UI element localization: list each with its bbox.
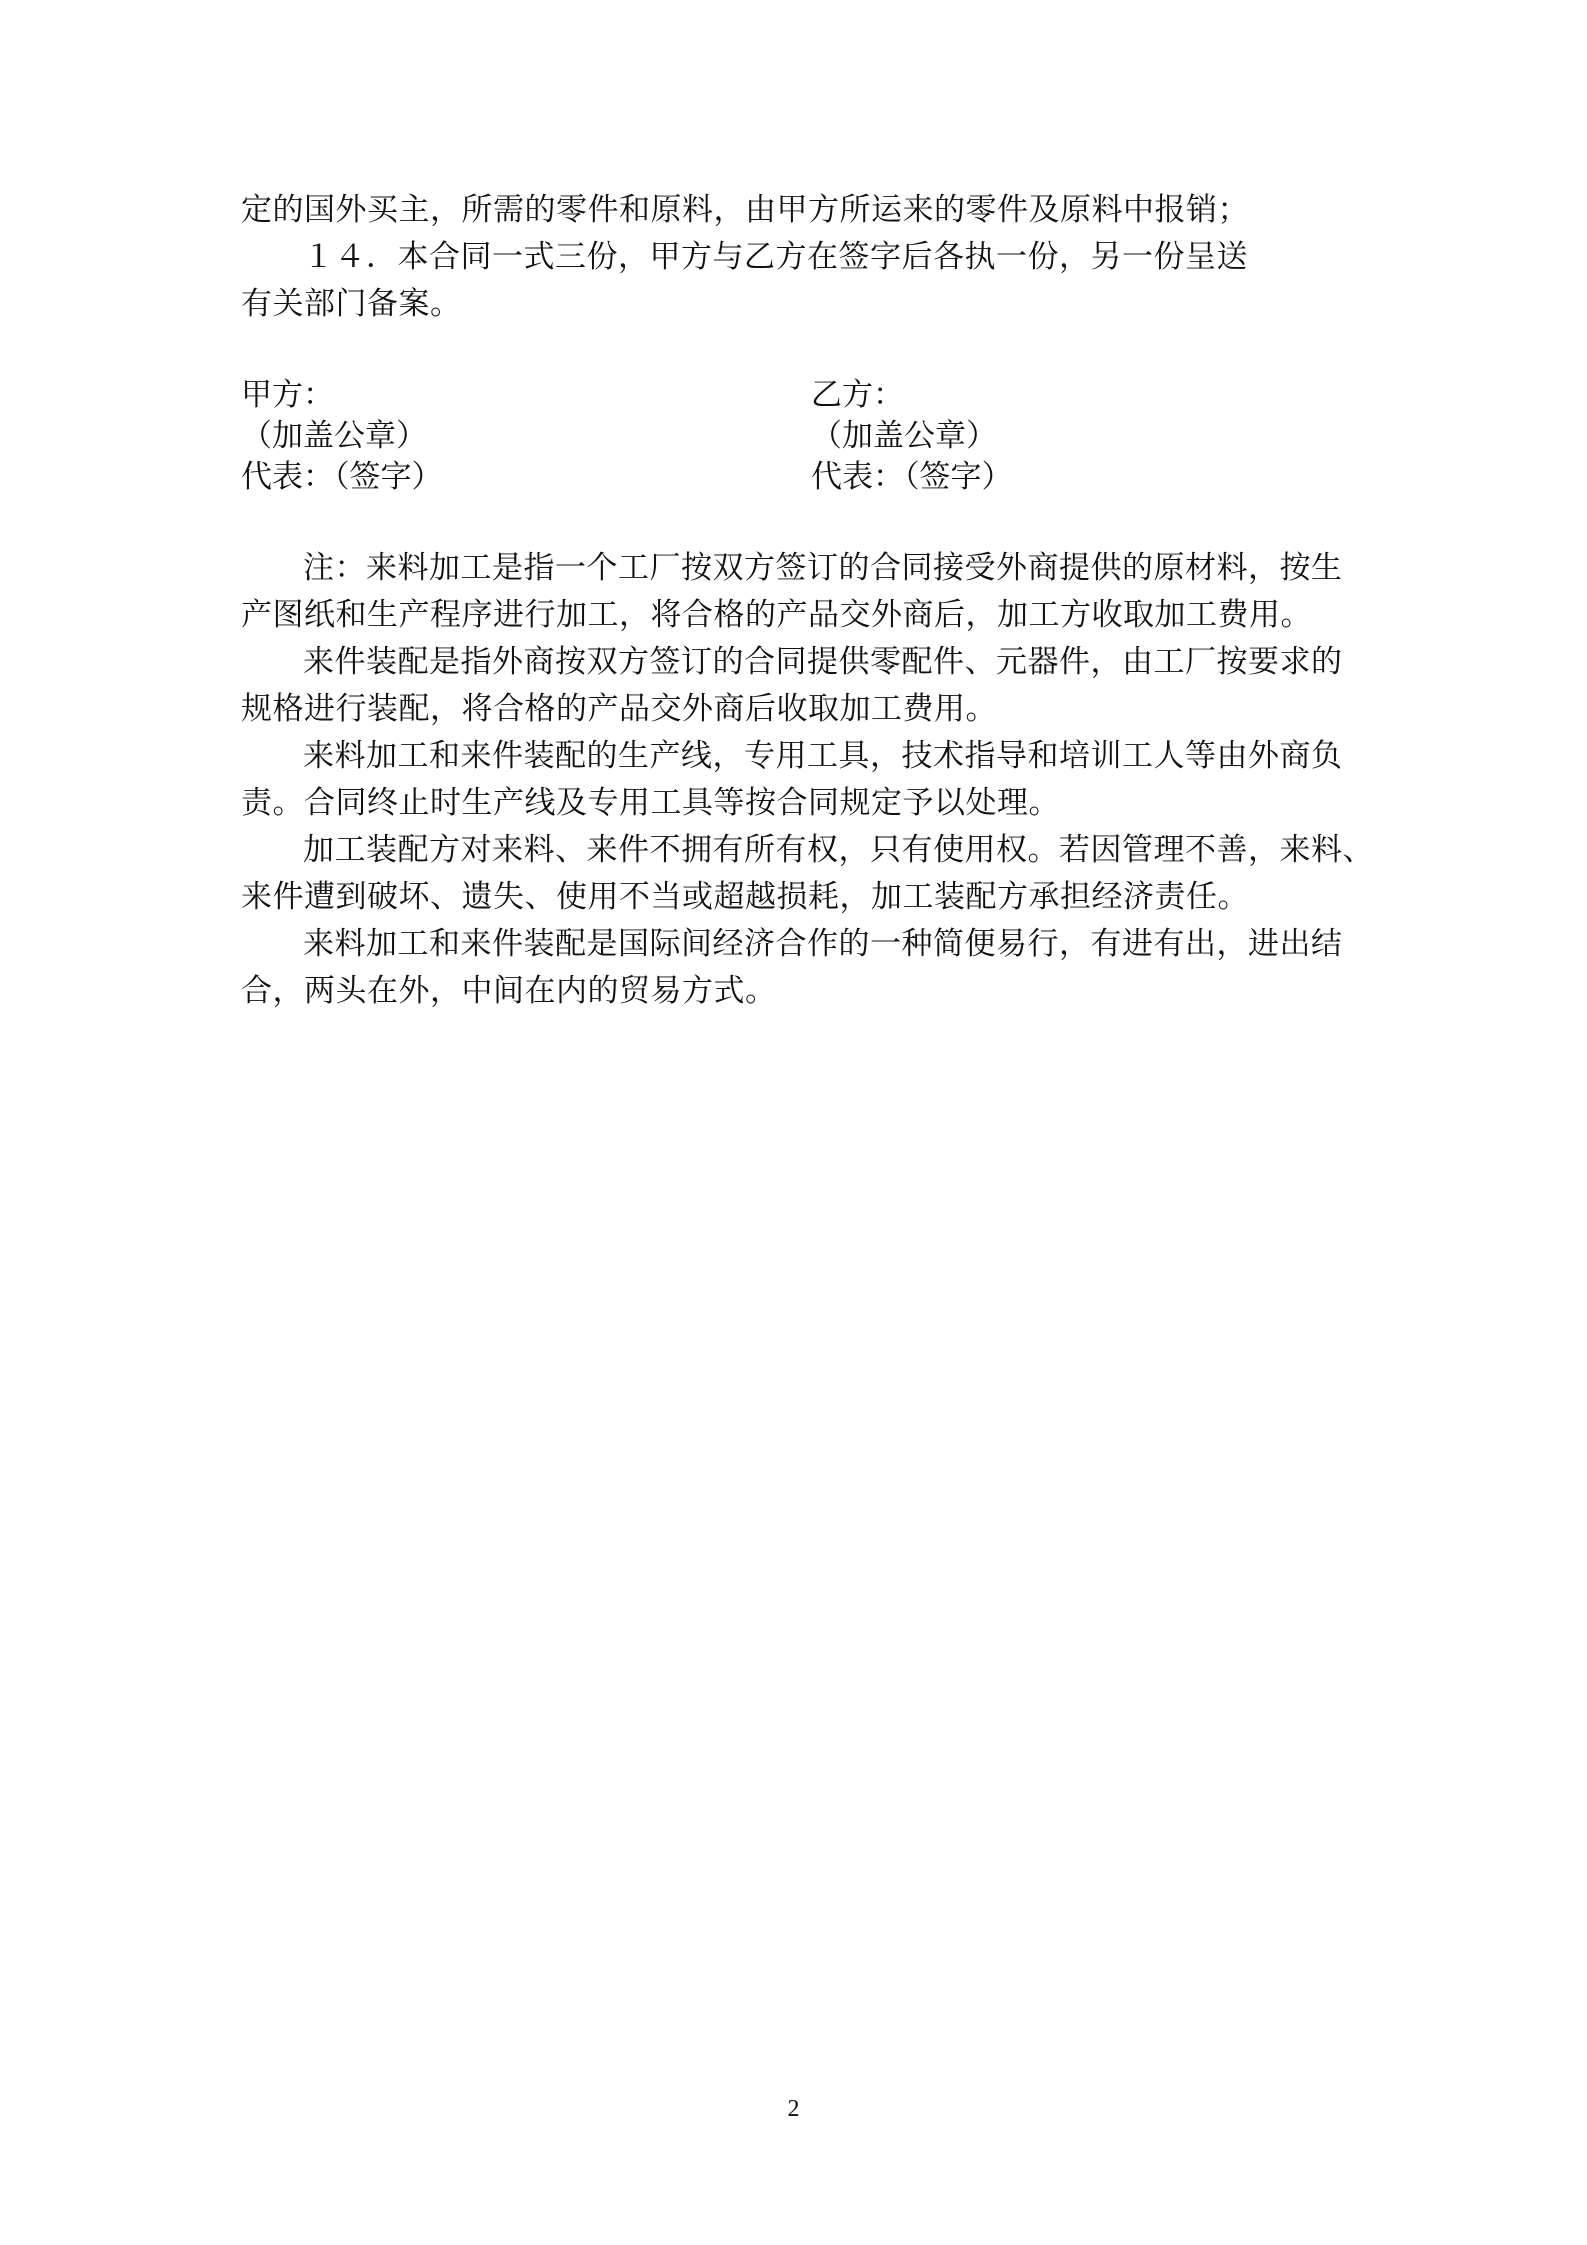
text-line: 有关部门备案。 — [241, 286, 462, 322]
party-b-rep: 代表：（签字） — [811, 459, 1013, 495]
text-line: １４．本合同一式三份，甲方与乙方在签字后各执一份，另一份呈送 — [303, 239, 1248, 275]
note-line: 来料加工和来件装配的生产线，专用工具，技术指导和培训工人等由外商负 — [303, 738, 1343, 774]
note-line: 合，两头在外，中间在内的贸易方式。 — [241, 973, 777, 1009]
note-line: 责。合同终止时生产线及专用工具等按合同规定予以处理。 — [241, 785, 1060, 821]
page-number: 2 — [787, 2096, 800, 2122]
note-line: 产图纸和生产程序进行加工，将合格的产品交外商后，加工方收取加工费用。 — [241, 597, 1312, 633]
note-line: 规格进行装配，将合格的产品交外商后收取加工费用。 — [241, 691, 997, 727]
note-line: 来料加工和来件装配是国际间经济合作的一种简便易行，有进有出，进出结 — [303, 926, 1343, 962]
party-a-rep: 代表：（签字） — [241, 459, 443, 495]
party-b-seal: （加盖公章） — [811, 418, 997, 454]
notes-section — [241, 545, 1374, 1015]
note-line: 来件装配是指外商按双方签订的合同提供零配件、元器件，由工厂按要求的 — [303, 644, 1343, 680]
text-line: 定的国外买主，所需的零件和原料，由甲方所运来的零件及原料中报销； — [241, 192, 1249, 228]
party-a-seal: （加盖公章） — [241, 418, 427, 454]
party-a-label: 甲方： — [241, 377, 334, 413]
document-page — [241, 187, 1374, 1015]
party-b-label: 乙方： — [811, 377, 904, 413]
signature-block — [241, 375, 1353, 498]
note-line: 来件遭到破坏、遗失、使用不当或超越损耗，加工装配方承担经济责任。 — [241, 879, 1249, 915]
note-line: 加工装配方对来料、来件不拥有所有权，只有使用权。若因管理不善，来料、 — [303, 832, 1374, 868]
note-line: 注：来料加工是指一个工厂按双方签订的合同接受外商提供的原材料，按生 — [303, 550, 1343, 586]
